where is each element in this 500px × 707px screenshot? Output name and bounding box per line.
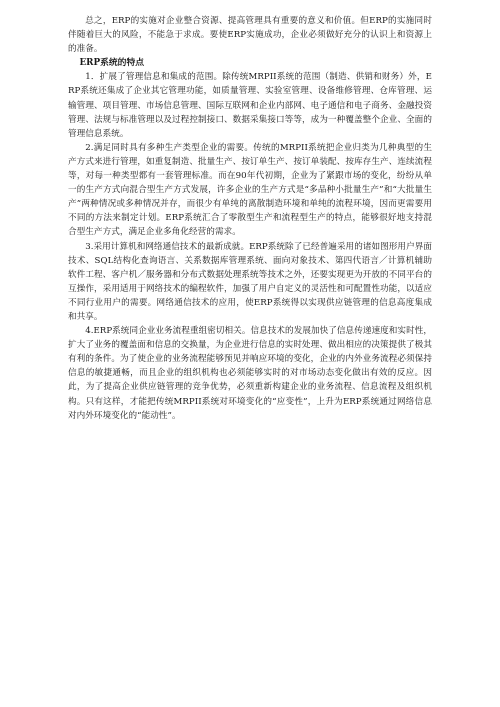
- feature-paragraph-4: 4.ERP系统同企业业务流程重组密切相关。信息技术的发展加快了信息传递速度和实时性，扩大了业务的覆盖面和信息的交换量，为企业进行信息的实时处理、做出相应的决策提供了极其有利的条件。为了使企业的业务流程能够预见并响应环境的变化，企业的内外业务流程必须保持信息的敏捷通畅，而且企业的组织机构也必须能够实时的对市场动态变化做出有效的反应。因此，为了提高企业供应链管理的竞争优势，必须重新构建企业的业务流程、信息流程及组织机构。只有这样，才能把传统MRPII系统对环境变化的“应变性”，上升为ERP系统通过网络信息对内外环境变化的“能动性”。: [68, 326, 432, 421]
- feature-paragraph-1: 1．扩展了管理信息和集成的范围。除传统MRPII系统的范围（制造、供销和财务）外，ERP系统还集成了企业其它管理功能，如质量管理、实验室管理、设备维修管理、仓库管理、运输管理、项目管理、市场信息管理、国际互联网和企业内部网、电子通信和电子商务、金融投资管理、法规与标准管理以及过程控制接口、数据采集接口等等，成为一种覆盖整个企业、全面的管理信息系统。: [68, 72, 432, 139]
- intro-paragraph: 总之，ERP的实施对企业整合资源、提高管理具有重要的意义和价值。但ERP的实施同时伴随着巨大的风险，不能急于求成。要使ERP实施成功，企业必须做好充分的认识上和资源上的准备。: [68, 16, 432, 55]
- feature-paragraph-3: 3.采用计算机和网络通信技术的最新成就。ERP系统除了已经普遍采用的诸如图形用户界面技术、SQL结构化查询语言、关系数据库管理系统、面向对象技术、第四代语言／计算机辅助软件工程、客户机／服务器和分布式数据处理系统等技术之外，还要实现更为开放的不同平台的互操作，采用适用于网络技术的编程软件，加强了用户自定义的灵活性和可配置性功能，以适应不同行业用户的需要。网络通信技术的应用，使ERP系统得以实现供应链管理的信息高度集成和共享。: [68, 241, 432, 322]
- section-heading: ERP系统的特点: [79, 58, 145, 69]
- document-body: [68, 14, 432, 423]
- feature-paragraph-2: 2.满足同时具有多种生产类型企业的需要。传统的MRPII系统把企业归类为几种典型的生产方式来进行管理，如重复制造、批量生产、按订单生产、按订单装配、按库存生产、连续流程等，对每一种类型都有一套管理标准。而在90年代初期，企业为了紧跟市场的变化，纷纷从单一的生产方式向混合型生产方式发展，许多企业的生产方式是“多品种小批量生产”和“大批量生产”两种情况或多种情况并存，而很少有单纯的离散制造环境和单纯的流程环境，因而更需要用不同的方法来制定计划。ERP系统汇合了零散型生产和流程型生产的特点，能够很好地支持混合型生产方式，满足企业多角化经营的需求。: [68, 142, 432, 238]
